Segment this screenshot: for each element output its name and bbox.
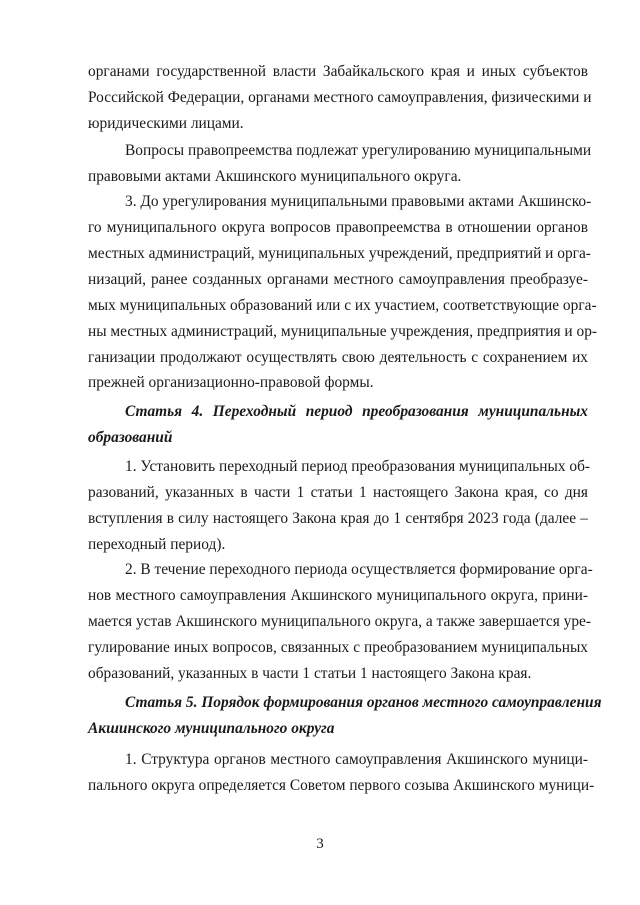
article-heading: Статья 5. Порядок формирования органов местного самоуправления — [125, 694, 602, 711]
article-heading-continuation: образований — [88, 429, 173, 446]
text-line: правовыми актами Акшинского муниципального округа. — [88, 168, 462, 185]
text-line: образований, указанных в части 1 статьи 1 настоящего Закона края. — [88, 665, 532, 682]
paragraph-first-line: 1. Установить переходный период преобразования муниципальных об- — [125, 458, 591, 475]
text-line: местных администраций, муниципальных учреждений, предприятий и орга- — [88, 245, 591, 262]
text-line: ны местных администраций, муниципальные учреждения, предприятия и ор- — [88, 323, 598, 340]
paragraph-first-line: 3. До урегулирования муниципальными правовыми актами Акшинско- — [125, 193, 592, 210]
text-line: органами государственной власти Забайкальского края и иных субъектов — [88, 63, 588, 80]
text-line: разований, указанных в части 1 статьи 1 настоящего Закона края, со дня — [88, 484, 588, 501]
text-line: го муниципального округа вопросов правопреемства в отношении органов — [88, 219, 588, 236]
text-line: юридическими лицами. — [88, 115, 244, 132]
text-line: переходный период). — [88, 536, 226, 553]
text-line: пального округа определяется Советом первого созыва Акшинского муници- — [88, 777, 595, 794]
text-line: гулирование иных вопросов, связанных с преобразованием муниципальных — [88, 639, 588, 656]
paragraph-first-line: Вопросы правопреемства подлежат урегулированию муниципальными — [125, 142, 592, 159]
text-line: мается устав Акшинского муниципального округа, а также завершается уре- — [88, 613, 592, 630]
text-line: ганизации продолжают осуществлять свою деятельность с сохранением их — [88, 349, 588, 366]
page-number: 3 — [316, 836, 324, 852]
text-line: вступления в силу настоящего Закона края до 1 сентября 2023 года (далее – — [88, 510, 588, 527]
article-heading-continuation: Акшинского муниципального округа — [88, 720, 335, 737]
text-line: нов местного самоуправления Акшинского муниципального округа, прини- — [88, 587, 588, 604]
text-line: Российской Федерации, органами местного самоуправления, физическими и — [88, 89, 592, 106]
text-line: низаций, ранее созданных органами местного самоуправления преобразуе- — [88, 271, 588, 288]
paragraph-first-line: 2. В течение переходного периода осуществляется формирование орга- — [125, 561, 593, 578]
text-line: прежней организационно-правовой формы. — [88, 374, 374, 391]
paragraph-first-line: 1. Структура органов местного самоуправления Акшинского муници- — [125, 751, 588, 768]
text-line: мых муниципальных образований или с их участием, соответствующие орга- — [88, 297, 597, 314]
article-heading: Статья 4. Переходный период преобразования муниципальных — [125, 403, 588, 420]
